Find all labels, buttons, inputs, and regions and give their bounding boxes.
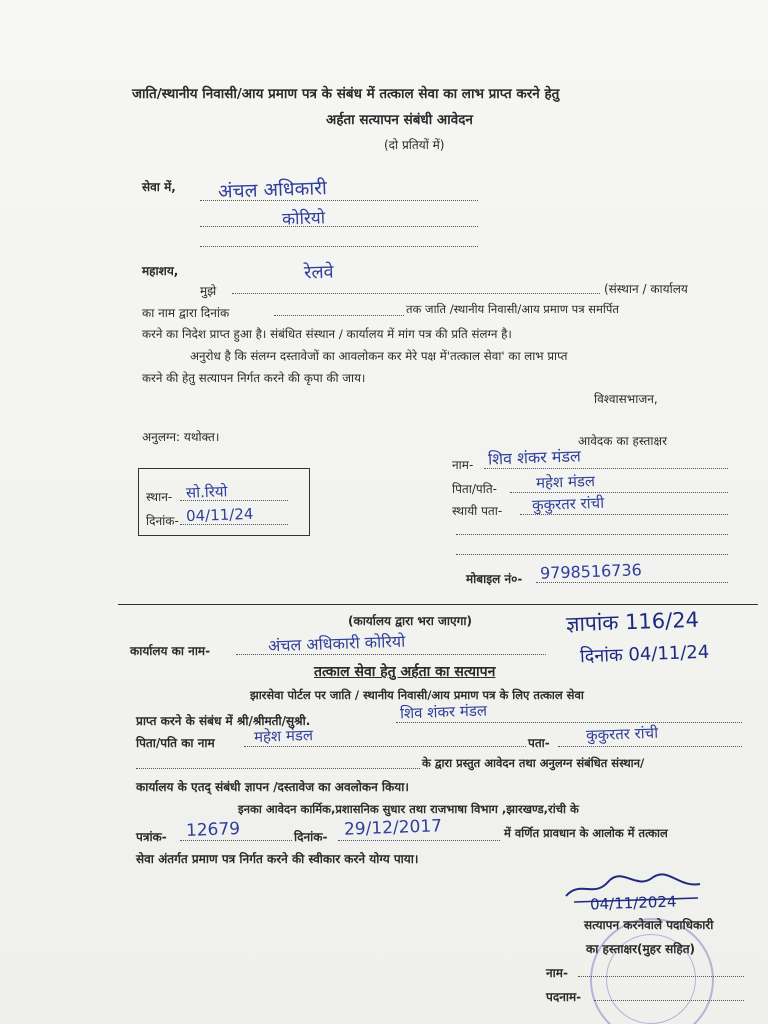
verification-name-handwritten: शिव शंकर मंडल [399,701,488,723]
body-line2-start: का नाम द्वारा दिनांक [142,306,230,320]
applicant-name-handwritten: शिव शंकर मंडल [487,446,582,469]
office-section-separator [118,604,758,605]
applicant-mobile-handwritten: 9798516736 [539,560,643,583]
closing-text: विश्वासभाजन, [594,392,658,406]
officer-name-dotted [578,976,744,977]
officer-title-line2: का हस्ताक्षर(मुहर सहित) [586,942,696,956]
office-name-dotted [236,654,546,655]
reference-date-handwritten: दिनांक 04/11/24 [579,641,710,668]
applicant-father-dotted [510,492,728,493]
verification-blank-dotted [136,768,420,769]
officer-name-label: नाम- [546,966,568,980]
verification-p2-line1: इनका आवेदन कार्मिक,प्रशासनिक सुधार तथा राजभाषा विभाग ,झारखण्ड,रांची के [238,802,579,816]
applicant-mobile-dotted [536,582,728,583]
body-line3: करने का निदेश प्राप्त हुआ है। संबंधित संस्थान / कार्यालय में मांग पत्र की प्रति संलग्न है। [142,327,512,341]
applicant-signature-label: आवेदक का हस्ताक्षर [578,434,667,448]
address-dotted-line1 [200,200,478,201]
office-fill-note: (कार्यालय द्वारा भरा जाएगा) [348,614,472,628]
salutation: महाशय, [142,264,179,278]
dinank-label: दिनांक- [294,830,328,844]
enclosure-text: अनुलग्न: यथोक्त। [142,430,220,444]
date-dotted-line [274,315,404,316]
applicant-address-dotted1 [520,514,728,515]
applicant-name-dotted [484,468,728,469]
place-handwritten: सो.रियो [185,482,228,502]
officer-sign-date-handwritten: 04/11/2024 [589,892,677,914]
verification-address-dotted [558,746,742,747]
applicant-father-handwritten: महेश मंडल [535,471,596,493]
copies-note: (दो प्रतियों में) [384,138,445,152]
address-dotted-line2 [200,226,478,227]
body-line5: करने की हेतु सत्यापन निर्गत करने की कृपा की जाय। [142,371,366,385]
applicant-address-label: स्थायी पता- [452,504,503,518]
form-title-line1: जाति/स्थानीय निवासी/आय प्रमाण पत्र के संबंध में तत्काल सेवा का लाभ प्राप्त करने हेतु [132,86,560,102]
verification-p1-line4: के द्वारा प्रस्तुत आवेदन तथा अनुलग्न संबंधित संस्थान/ [422,756,645,770]
date-handwritten: 04/11/24 [185,504,254,526]
office-name-label: कार्यालय का नाम- [130,644,211,658]
form-title-line2: अर्हता सत्यापन संबंधी आवेदन [326,112,473,128]
date-label: दिनांक- [146,514,179,528]
verification-p1-line1: झारसेवा पोर्टल पर जाति / स्थानीय निवासी/आय प्रमाण पत्र के लिए तत्काल सेवा [250,688,584,702]
applicant-address-handwritten: कुकुरतर रांची [531,493,605,515]
body-line1-end: (संस्थान / कार्यालय [604,282,688,296]
verification-father-dotted [244,746,526,747]
verification-p1-line2: प्राप्त करने के संबंध में श्री/श्रीमती/सुश्री. [136,714,311,728]
place-dotted-line [180,500,288,501]
place-label: स्थान- [146,490,173,504]
address-line1-handwritten: अंचल अधिकारी [217,177,328,203]
body-line2-end: तक जाति /स्थानीय निवासी/आय प्रमाण पत्र समर्पित [406,302,619,316]
mujhe-text: मुझे [200,284,217,298]
verification-p2-line3: सेवा अंतर्गत प्रमाण पत्र निर्गत करने की स्वीकार करने योग्य पाया। [136,852,419,866]
dinank-dotted [338,840,500,841]
applicant-address-dotted2 [456,534,728,535]
address-line2-handwritten: कोरियो [281,208,326,230]
verification-address-handwritten: कुकुरतर रांची [585,723,659,745]
applicant-address-dotted3 [456,554,728,555]
dinank-handwritten: 29/12/2017 [343,816,443,840]
verification-section-title: तत्काल सेवा हेतु अर्हता का सत्यापन [314,664,496,680]
patrank-handwritten: 12679 [185,819,241,841]
verification-father-handwritten: महेश मंडल [253,725,314,747]
verification-p2-line2-end: में वर्णित प्रावधान के आलोक में तत्काल [504,826,668,840]
verification-name-dotted [396,722,742,723]
officer-post-dotted [594,1000,744,1001]
address-dotted-line3 [200,246,478,247]
reference-number-handwritten: ज्ञापांक 116/24 [565,607,700,637]
verification-father-label: पिता/पति का नाम [136,736,215,750]
patrank-dotted [180,840,292,841]
applicant-name-label: नाम- [452,458,474,472]
verification-p1-line5: कार्यालय के एतद् संबंधी ज्ञापन /दस्तावेज का अवलोकन किया। [136,780,409,794]
applicant-father-label: पिता/पति- [452,482,498,496]
patrank-label: पत्रांक- [136,830,167,844]
organization-handwritten: रेलवे [303,261,334,284]
address-label: सेवा में, [142,180,176,194]
body-line4: अनुरोध है कि संलग्न दस्तावेजों का आवलोकन कर मेरे पक्ष में'तत्काल सेवा' का लाभ प्राप्त [190,349,568,363]
office-name-handwritten: अंचल अधिकारी कोरियो [267,631,406,656]
officer-title-line1: सत्यापन करनेवाले पदाधिकारी [584,918,714,932]
officer-post-label: पदनाम- [546,990,582,1004]
verification-address-label: पता- [528,736,550,750]
applicant-mobile-label: मोबाइल नं०- [466,572,523,586]
date-dotted-line-box [180,524,288,525]
organization-dotted-line [232,293,600,294]
